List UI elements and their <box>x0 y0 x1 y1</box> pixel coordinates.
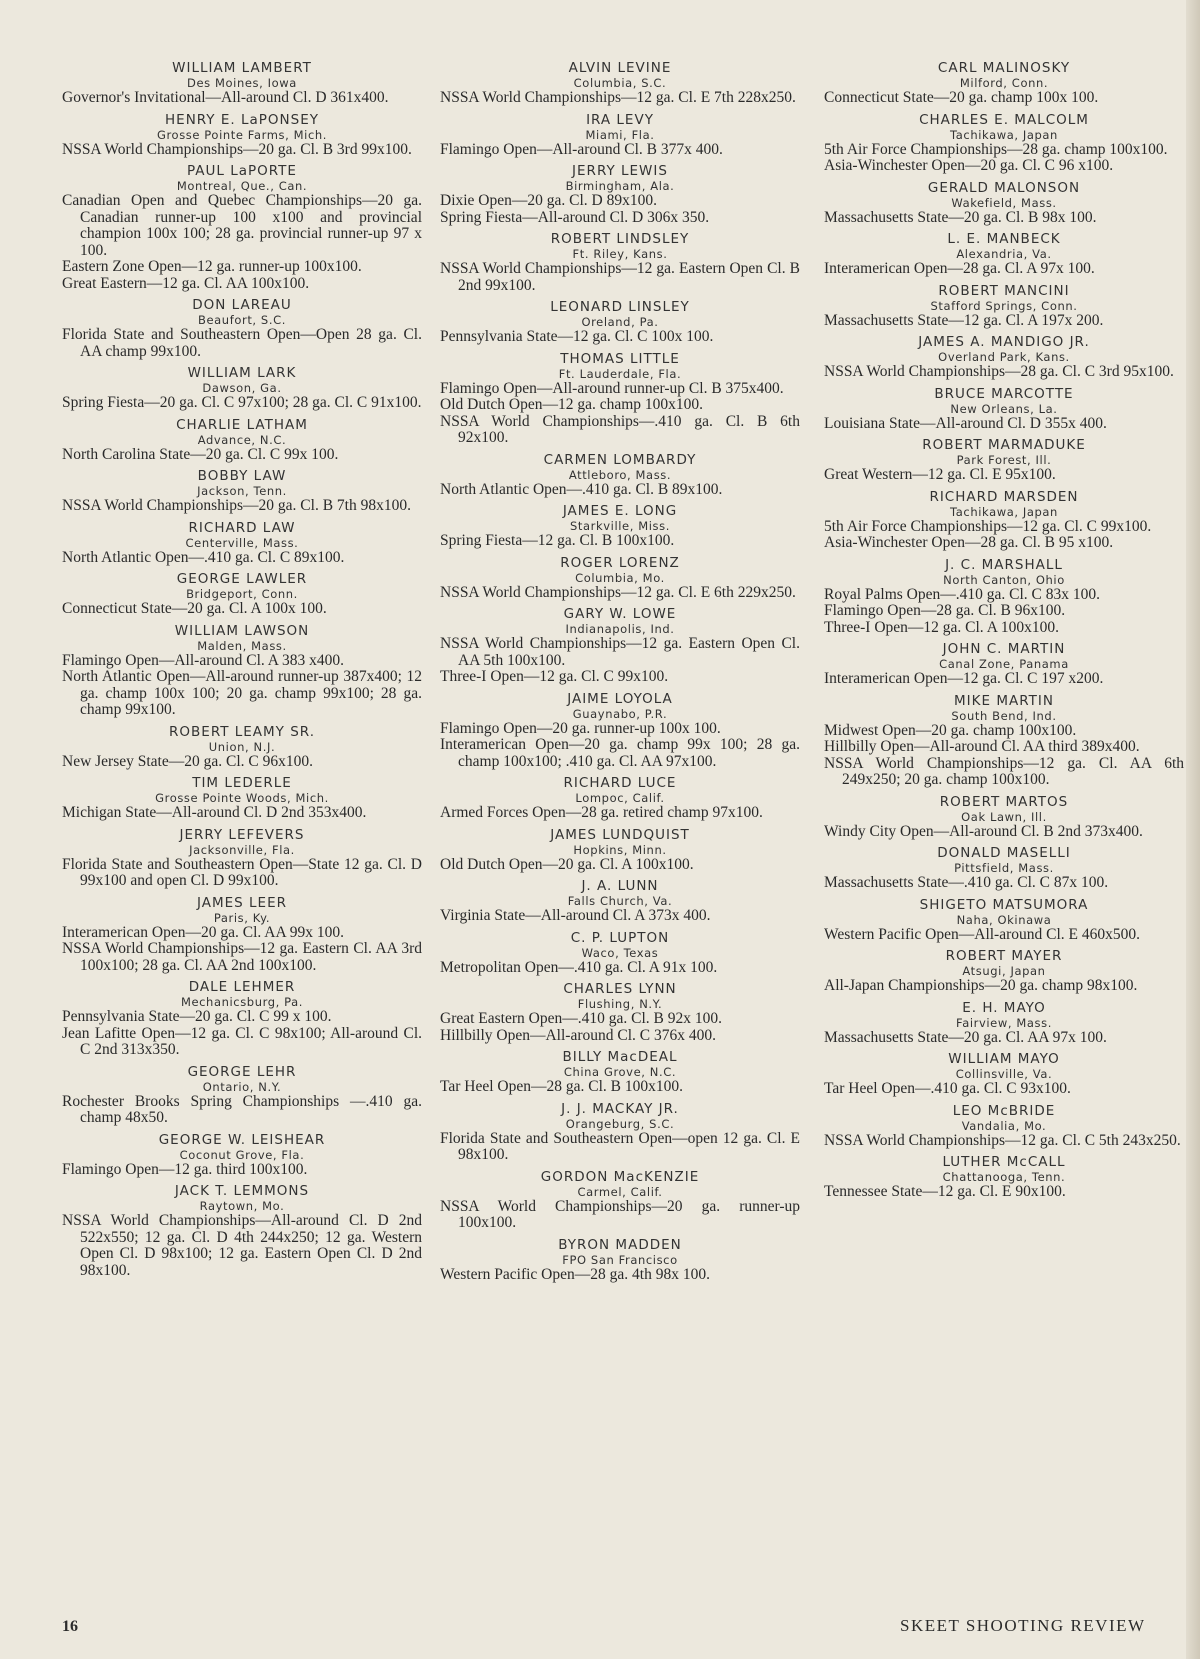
shooter-entry <box>824 180 1184 227</box>
shooter-location: South Bend, Ind. <box>951 708 1057 723</box>
shooter-entry <box>440 351 800 447</box>
shooter-name: GEORGE LAWLER <box>176 571 308 587</box>
shooter-name: CARMEN LOMBARDY <box>543 451 697 468</box>
shooter-name: DALE LEHMER <box>188 979 296 995</box>
shooter-location: Beaufort, S.C. <box>198 313 286 327</box>
shooter-location: FPO San Francisco <box>562 1252 678 1267</box>
shooter-location: Tachikawa, Japan <box>950 504 1058 519</box>
shooter-entry <box>440 112 800 159</box>
shooter-name: JAMES LEER <box>197 894 287 911</box>
shooter-result: Dixie Open—20 ga. Cl. D 89x100. <box>440 192 657 209</box>
shooter-name: RICHARD LAW <box>188 519 296 536</box>
shooter-location: Alexandria, Va. <box>956 247 1052 261</box>
shooter-entry <box>62 112 422 159</box>
shooter-entry <box>824 437 1184 484</box>
shooter-location: Pittsfield, Mass. <box>954 861 1054 875</box>
shooter-name: ROGER LORENZ <box>560 554 680 571</box>
shooter-result: Flamingo Open—28 ga. Cl. B 96x100. <box>824 602 1066 619</box>
shooter-location: Milford, Conn. <box>959 76 1049 90</box>
shooter-result: Florida State and Southeastern Open—State 12 ga. Cl. D 99x100 and open Cl. D 99x100. <box>62 855 422 889</box>
shooter-location: Overland Park, Kans. <box>938 350 1070 364</box>
shooter-result: 5th Air Force Championships—12 ga. Cl. C 99x100. <box>824 517 1152 535</box>
shooter-entry <box>440 1101 800 1164</box>
shooter-location: Montreal, Que., Can. <box>176 179 308 193</box>
shooter-name: E. H. MAYO <box>962 999 1046 1016</box>
shooter-name: BRUCE MARCOTTE <box>934 385 1074 402</box>
shooter-entry <box>824 557 1184 637</box>
shooter-result: Western Pacific Open—28 ga. 4th 98x 100. <box>440 1265 710 1283</box>
shooter-location: Canal Zone, Panama <box>939 657 1069 671</box>
shooter-name: PAUL LaPORTE <box>187 163 297 179</box>
shooter-entry <box>824 386 1184 433</box>
shooter-location: Fairview, Mass. <box>956 1015 1052 1030</box>
shooter-name: L. E. MANBECK <box>947 231 1061 247</box>
shooter-location: Carmel, Calif. <box>577 1184 663 1199</box>
shooter-entry <box>824 845 1184 892</box>
shooter-result: Jean Lafitte Open—12 ga. Cl. C 98x100; All-around Cl. C 2nd 313x350. <box>62 1024 422 1058</box>
shooter-entry <box>440 60 800 107</box>
shooter-location: Birmingham, Ala. <box>565 179 675 193</box>
shooter-location: Guaynabo, P.R. <box>572 706 668 721</box>
shooter-entry <box>62 571 422 618</box>
shooter-entry <box>824 231 1184 278</box>
shooter-entry <box>62 417 422 464</box>
column-3 <box>824 60 1184 1206</box>
shooter-entry <box>824 60 1184 107</box>
shooter-result: Massachusetts State—20 ga. Cl. AA 97x 100. <box>824 1028 1107 1046</box>
shooter-name: WILLIAM LAMBERT <box>172 60 312 76</box>
shooter-result: Massachusetts State—.410 ga. Cl. C 87x 100. <box>824 874 1109 891</box>
shooter-name: WILLIAM LARK <box>187 365 297 381</box>
shooter-location: Columbia, S.C. <box>573 76 667 90</box>
shooter-name: JAMES E. LONG <box>562 503 678 519</box>
shooter-result: Tar Heel Open—.410 ga. Cl. C 93x100. <box>824 1080 1071 1097</box>
shooter-name: GORDON MacKENZIE <box>540 1168 700 1185</box>
shooter-result: Governor's Invitational—All-around Cl. D 361x400. <box>62 89 389 106</box>
shooter-entry <box>440 299 800 346</box>
shooter-location: Tachikawa, Japan <box>950 127 1058 142</box>
shooter-location: Park Forest, Ill. <box>956 453 1052 467</box>
shooter-result: Interamerican Open—20 ga. Cl. AA 99x 100. <box>62 923 344 941</box>
shooter-result: Old Dutch Open—20 ga. Cl. A 100x100. <box>440 855 694 873</box>
shooter-result: North Atlantic Open—.410 ga. Cl. C 89x100. <box>62 548 345 566</box>
shooter-location: Des Moines, Iowa <box>187 76 297 90</box>
shooter-name: ROBERT MARTOS <box>939 793 1069 810</box>
shooter-name: CHARLES LYNN <box>563 981 677 997</box>
shooter-result: Tar Heel Open—28 ga. Cl. B 100x100. <box>440 1078 683 1095</box>
shooter-location: Flushing, N.Y. <box>577 997 663 1011</box>
shooter-entry <box>440 691 800 771</box>
shooter-result: NSSA World Championships—12 ga. Cl. AA 6th 249x250; 20 ga. champ 100x100. <box>824 754 1184 788</box>
shooter-entry <box>62 365 422 412</box>
shooter-result: Connecticut State—20 ga. champ 100x 100. <box>824 89 1099 106</box>
shooter-name: GEORGE W. LEISHEAR <box>158 1131 326 1148</box>
shooter-result: NSSA World Championships—20 ga. Cl. B 3rd 99x100. <box>62 140 412 158</box>
shooter-name: JOHN C. MARTIN <box>942 641 1066 657</box>
shooter-result: Flamingo Open—All-around Cl. A 383 x400. <box>62 651 345 669</box>
shooter-result: Flamingo Open—All-around Cl. B 377x 400. <box>440 140 723 158</box>
shooter-location: Grosse Pointe Woods, Mich. <box>155 791 329 805</box>
shooter-entry <box>440 930 800 977</box>
shooter-entry <box>440 775 800 822</box>
shooter-location: Lompoc, Calif. <box>575 791 665 805</box>
column-1 <box>62 60 422 1284</box>
shooter-entry <box>440 555 800 602</box>
shooter-result: Old Dutch Open—12 ga. champ 100x100. <box>440 396 704 413</box>
shooter-name: SHIGETO MATSUMORA <box>919 896 1089 913</box>
shooter-result: Asia-Winchester Open—28 ga. Cl. B 95 x100. <box>824 534 1114 551</box>
shooter-result: NSSA World Championships—20 ga. runner-up 100x100. <box>440 1197 800 1231</box>
shooter-result: New Jersey State—20 ga. Cl. C 96x100. <box>62 752 313 770</box>
shooter-location: Naha, Okinawa <box>956 912 1052 927</box>
shooter-result: Tennessee State—12 ga. Cl. E 90x100. <box>824 1183 1066 1200</box>
shooter-result: Interamerican Open—12 ga. Cl. C 197 x200. <box>824 670 1104 687</box>
shooter-entry <box>440 231 800 294</box>
shooter-location: Waco, Texas <box>581 945 659 960</box>
shooter-entry <box>824 897 1184 944</box>
shooter-name: ROBERT MARMADUKE <box>922 437 1086 453</box>
shooter-name: BOBBY LAW <box>197 468 287 484</box>
shooter-result: Florida State and Southeastern Open—open 12 ga. Cl. E 98x100. <box>440 1129 800 1163</box>
shooter-name: THOMAS LITTLE <box>560 350 680 367</box>
shooter-location: New Orleans, La. <box>950 401 1058 416</box>
shooter-name: LEO McBRIDE <box>952 1102 1056 1119</box>
shooter-location: Oreland, Pa. <box>581 315 659 329</box>
shooter-location: Ft. Riley, Kans. <box>572 247 668 261</box>
shooter-name: HENRY E. LaPONSEY <box>165 111 319 128</box>
shooter-result: 5th Air Force Championships—28 ga. champ 100x100. <box>824 140 1168 158</box>
shooter-result: Western Pacific Open—All-around Cl. E 460x500. <box>824 925 1141 943</box>
shooter-name: GARY W. LOWE <box>563 606 677 622</box>
shooter-entry <box>62 520 422 567</box>
shooter-name: TIM LEDERLE <box>192 775 292 791</box>
shooter-entry <box>824 489 1184 552</box>
shooter-entry <box>62 1064 422 1127</box>
shooter-name: ROBERT MANCINI <box>938 282 1070 299</box>
shooter-result: North Atlantic Open—All-around runner-up 387x400; 12 ga. champ 100x 100; 20 ga. champ 99x100; 28 ga. champ 99x100. <box>62 668 422 718</box>
shooter-entry <box>62 775 422 822</box>
shooter-result: Midwest Open—20 ga. champ 100x100. <box>824 721 1077 739</box>
shooter-name: ROBERT LEAMY SR. <box>169 723 315 740</box>
shooter-result: Armed Forces Open—28 ga. retired champ 97x100. <box>440 804 763 821</box>
shooter-entry <box>824 112 1184 175</box>
shooter-location: Advance, N.C. <box>197 432 287 447</box>
shooter-location: Bridgeport, Conn. <box>186 587 298 601</box>
shooter-entry <box>62 979 422 1059</box>
shooter-result: NSSA World Championships—All-around Cl. D 2nd 522x550; 12 ga. Cl. D 4th 244x250; 12 ga. Western Open Cl. D 98x100; 12 ga. Eastern Open Cl. D 2nd 98x100. <box>62 1212 422 1279</box>
shooter-result: Connecticut State—20 ga. Cl. A 100x 100. <box>62 600 327 617</box>
shooter-name: ROBERT LINDSLEY <box>550 231 690 247</box>
shooter-name: CARL MALINOSKY <box>937 60 1071 76</box>
shooter-location: Dawson, Ga. <box>202 381 282 395</box>
shooter-result: North Atlantic Open—.410 ga. Cl. B 89x100. <box>440 480 723 498</box>
shooter-location: Indianapolis, Ind. <box>565 622 675 636</box>
shooter-entry <box>824 948 1184 995</box>
shooter-result: Interamerican Open—28 ga. Cl. A 97x 100. <box>824 260 1095 277</box>
shooter-result: Hillbilly Open—All-around Cl. AA third 389x400. <box>824 738 1140 755</box>
shooter-entry <box>440 827 800 874</box>
shooter-entry <box>440 1049 800 1096</box>
shooter-location: Columbia, Mo. <box>575 570 665 585</box>
shooter-name: RICHARD MARSDEN <box>929 488 1079 505</box>
shooter-entry <box>62 623 422 719</box>
shooter-location: Ontario, N.Y. <box>202 1079 282 1094</box>
shooter-result: Flamingo Open—20 ga. runner-up 100x 100. <box>440 719 721 737</box>
shooter-name: JAIME LOYOLA <box>567 690 673 707</box>
shooter-name: JAMES A. MANDIGO JR. <box>918 334 1090 350</box>
shooter-entry <box>440 606 800 686</box>
shooter-name: J. C. MARSHALL <box>945 556 1063 573</box>
shooter-location: Starkville, Miss. <box>570 519 670 533</box>
shooter-location: Oak Lawn, Ill. <box>961 809 1047 824</box>
shooter-entry <box>62 1183 422 1279</box>
shooter-entry <box>62 468 422 515</box>
shooter-name: BYRON MADDEN <box>558 1236 682 1253</box>
shooter-name: GEORGE LEHR <box>187 1063 297 1080</box>
shooter-name: WILLIAM MAYO <box>948 1051 1060 1067</box>
shooter-location: Malden, Mass. <box>197 638 287 653</box>
shooter-location: Jackson, Tenn. <box>197 484 287 498</box>
shooter-result: Spring Fiesta—20 ga. Cl. C 97x100; 28 ga. Cl. C 91x100. <box>62 394 422 411</box>
shooter-result: NSSA World Championships—12 ga. Cl. E 6th 229x250. <box>440 583 796 601</box>
shooter-entry <box>440 1169 800 1232</box>
shooter-location: Raytown, Mo. <box>199 1199 285 1213</box>
shooter-entry <box>824 693 1184 789</box>
shooter-entry <box>440 1237 800 1284</box>
shooter-entry <box>824 1103 1184 1150</box>
shooter-location: Stafford Springs, Conn. <box>930 298 1078 313</box>
shooter-result: NSSA World Championships—12 ga. Eastern Open Cl. B 2nd 99x100. <box>440 260 800 294</box>
shooter-entry <box>440 163 800 226</box>
shooter-result: Asia-Winchester Open—20 ga. Cl. C 96 x100. <box>824 157 1114 174</box>
shooter-result: Hillbilly Open—All-around Cl. C 376x 400. <box>440 1026 716 1044</box>
shooter-name: WILLIAM LAWSON <box>174 622 310 639</box>
shooter-result: NSSA World Championships—12 ga. Cl. C 5th 243x250. <box>824 1131 1181 1149</box>
shooter-entry <box>62 60 422 107</box>
shooter-name: JACK T. LEMMONS <box>174 1183 310 1199</box>
shooter-result: NSSA World Championships—12 ga. Cl. E 7th 228x250. <box>440 89 796 106</box>
shooter-name: LUTHER McCALL <box>942 1154 1066 1170</box>
shooter-entry <box>824 1000 1184 1047</box>
shooter-name: DONALD MASELLI <box>937 845 1071 861</box>
shooter-result: Massachusetts State—12 ga. Cl. A 197x 200. <box>824 311 1104 329</box>
shooter-name: J. J. MACKAY JR. <box>561 1100 679 1117</box>
shooter-name: MIKE MARTIN <box>954 692 1054 709</box>
shooter-location: Falls Church, Va. <box>567 894 673 908</box>
shooter-result: Great Western—12 ga. Cl. E 95x100. <box>824 466 1056 483</box>
shooter-result: NSSA World Championships—12 ga. Eastern Cl. AA 3rd 100x100; 28 ga. Cl. AA 2nd 100x100. <box>62 940 422 974</box>
page-edge <box>1186 0 1200 1659</box>
shooter-entry <box>824 334 1184 381</box>
shooter-location: Paris, Ky. <box>213 910 271 925</box>
shooter-location: Coconut Grove, Fla. <box>179 1147 305 1162</box>
shooter-result: NSSA World Championships—12 ga. Eastern Open Cl. AA 5th 100x100. <box>440 635 800 669</box>
shooter-name: JAMES LUNDQUIST <box>550 826 690 843</box>
shooter-result: Metropolitan Open—.410 ga. Cl. A 91x 100. <box>440 958 718 976</box>
shooter-location: Ft. Lauderdale, Fla. <box>558 366 682 381</box>
shooter-name: CHARLIE LATHAM <box>176 416 308 433</box>
shooter-location: Atsugi, Japan <box>962 964 1046 978</box>
shooter-entry <box>440 452 800 499</box>
shooter-result: Great Eastern Open—.410 ga. Cl. B 92x 100. <box>440 1010 722 1027</box>
shooter-result: Virginia State—All-around Cl. A 373x 400. <box>440 907 711 924</box>
shooter-location: Union, N.J. <box>208 739 276 754</box>
shooter-location: Grosse Pointe Farms, Mich. <box>156 127 328 142</box>
shooter-result: All-Japan Championships—20 ga. champ 98x100. <box>824 977 1138 994</box>
shooter-name: C. P. LUPTON <box>570 929 670 946</box>
shooter-result: NSSA World Championships—28 ga. Cl. C 3rd 95x100. <box>824 363 1174 380</box>
shooter-result: Pennsylvania State—12 ga. Cl. C 100x 100. <box>440 328 714 345</box>
shooter-result: Spring Fiesta—12 ga. Cl. B 100x100. <box>440 532 675 549</box>
shooter-location: Attleboro, Mass. <box>568 467 672 482</box>
shooter-name: J. A. LUNN <box>581 878 659 894</box>
page-number: 16 <box>62 1618 78 1635</box>
shooter-entry <box>824 283 1184 330</box>
shooter-entry <box>62 297 422 360</box>
shooter-result: Windy City Open—All-around Cl. B 2nd 373x400. <box>824 822 1143 840</box>
shooter-result: Three-I Open—12 ga. Cl. C 99x100. <box>440 668 669 685</box>
shooter-result: North Carolina State—20 ga. Cl. C 99x 100. <box>62 445 339 463</box>
shooter-entry <box>824 1154 1184 1201</box>
column-2 <box>440 60 800 1288</box>
shooter-result: Flamingo Open—12 ga. third 100x100. <box>62 1160 308 1178</box>
shooter-name: GERALD MALONSON <box>927 179 1081 196</box>
shooter-name: CHARLES E. MALCOLM <box>919 111 1089 128</box>
shooter-result: Royal Palms Open—.410 ga. Cl. C 83x 100. <box>824 585 1100 603</box>
shooter-location: Hopkins, Minn. <box>573 842 667 857</box>
shooter-result: Three-I Open—12 ga. Cl. A 100x100. <box>824 618 1060 636</box>
shooter-name: RICHARD LUCE <box>563 775 677 791</box>
shooter-location: Jacksonville, Fla. <box>189 842 295 857</box>
shooter-result: Eastern Zone Open—12 ga. runner-up 100x100. <box>62 258 362 275</box>
shooter-entry <box>824 1051 1184 1098</box>
shooter-result: Canadian Open and Quebec Championships—20 ga. Canadian runner-up 100 x100 and provincial champion 100x 100; 28 ga. provincial runner-up 97 x 100. <box>62 192 422 259</box>
shooter-result: Pennsylvania State—20 ga. Cl. C 99 x 100. <box>62 1008 332 1025</box>
shooter-entry <box>440 503 800 550</box>
shooter-result: Interamerican Open—20 ga. champ 99x 100; 28 ga. champ 100x100; .410 ga. Cl. AA 97x100. <box>440 736 800 770</box>
shooter-result: Louisiana State—All-around Cl. D 355x 400. <box>824 414 1107 432</box>
shooter-location: North Canton, Ohio <box>943 572 1065 587</box>
shooter-entry <box>62 724 422 771</box>
shooter-result: Spring Fiesta—All-around Cl. D 306x 350. <box>440 208 710 226</box>
shooter-entry <box>62 895 422 975</box>
shooter-result: Great Eastern—12 ga. Cl. AA 100x100. <box>62 274 310 292</box>
shooter-name: DON LAREAU <box>192 297 292 313</box>
shooter-name: LEONARD LINSLEY <box>550 299 690 315</box>
shooter-location: Mechanicsburg, Pa. <box>180 995 304 1009</box>
shooter-name: ALVIN LEVINE <box>568 60 672 76</box>
shooter-entry <box>440 878 800 925</box>
shooter-location: Wakefield, Mass. <box>951 195 1057 210</box>
shooter-name: ROBERT MAYER <box>945 948 1063 964</box>
publication-title: SKEET SHOOTING REVIEW <box>900 1616 1146 1635</box>
shooter-name: JERRY LEWIS <box>572 163 668 179</box>
shooter-entry <box>62 1132 422 1179</box>
shooter-result: NSSA World Championships—20 ga. Cl. B 7th 98x100. <box>62 497 411 514</box>
shooter-result: Flamingo Open—All-around runner-up Cl. B 375x400. <box>440 379 784 397</box>
shooter-result: Florida State and Southeastern Open—Open 28 ga. Cl. AA champ 99x100. <box>62 326 422 360</box>
shooter-result: Massachusetts State—20 ga. Cl. B 98x 100. <box>824 208 1097 226</box>
shooter-location: Chattanooga, Tenn. <box>942 1170 1066 1184</box>
shooter-entry <box>62 163 422 292</box>
shooter-name: JERRY LEFEVERS <box>179 826 305 843</box>
shooter-name: IRA LEVY <box>586 111 654 128</box>
shooter-location: Miami, Fla. <box>585 127 655 142</box>
shooter-location: Centerville, Mass. <box>185 535 299 550</box>
shooter-location: Vandalia, Mo. <box>961 1118 1047 1133</box>
shooter-name: BILLY MacDEAL <box>562 1049 678 1065</box>
shooter-location: Collinsville, Va. <box>955 1067 1053 1081</box>
shooter-location: Orangeburg, S.C. <box>565 1116 675 1131</box>
shooter-entry <box>824 794 1184 841</box>
shooter-result: Michigan State—All-around Cl. D 2nd 353x400. <box>62 804 367 821</box>
shooter-entry <box>824 641 1184 688</box>
shooter-location: China Grove, N.C. <box>563 1065 677 1079</box>
shooter-result: NSSA World Championships—.410 ga. Cl. B 6th 92x100. <box>440 412 800 446</box>
shooter-entry <box>440 981 800 1044</box>
shooter-entry <box>62 827 422 890</box>
shooter-result: Rochester Brooks Spring Championships —.410 ga. champ 48x50. <box>62 1092 422 1126</box>
